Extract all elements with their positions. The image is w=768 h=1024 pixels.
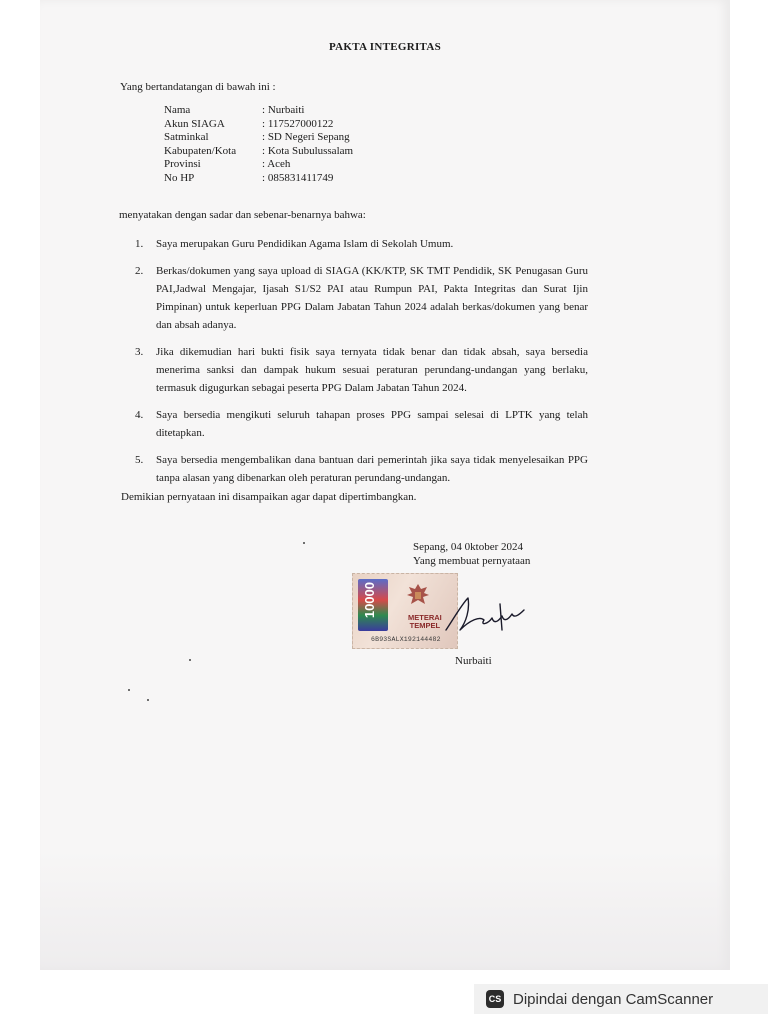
list-item-text: Saya bersedia mengembalikan dana bantuan dari pemerintah jika saya tidak menyelesaikan PPG tanpa alasan yang dibenarkan oleh peraturan perundang-undangan.	[156, 454, 588, 484]
handwritten-signature	[440, 590, 530, 638]
camscanner-logo-icon: CS	[486, 990, 504, 1008]
identity-block	[164, 104, 353, 186]
list-item	[135, 343, 588, 397]
identity-row	[164, 104, 353, 118]
scan-speck	[128, 689, 130, 691]
identity-value: : Kota Subulussalam	[262, 145, 353, 159]
identity-label: Satminkal	[164, 131, 209, 144]
closing-text: Demikian pernyataan ini disampaikan agar dapat dipertimbangkan.	[121, 491, 417, 503]
list-item	[135, 406, 588, 442]
list-item	[135, 262, 588, 334]
list-item-number: 5.	[135, 454, 144, 466]
scan-speck	[147, 699, 149, 701]
place-date: Sepang, 04 0ktober 2024	[413, 541, 523, 553]
statement-text: menyatakan dengan sadar dan sebenar-benarnya bahwa:	[119, 209, 366, 221]
stamp-brand-line: METERAI	[408, 613, 442, 622]
identity-row	[164, 172, 353, 186]
identity-value: : 117527000122	[262, 118, 333, 132]
identity-row	[164, 118, 353, 132]
identity-label: No HP	[164, 171, 195, 184]
stamp-value: 10000	[362, 582, 377, 619]
scan-speck	[189, 659, 191, 661]
identity-value: : Nurbaiti	[262, 104, 304, 118]
list-item-text: Saya merupakan Guru Pendidikan Agama Islam di Sekolah Umum.	[156, 238, 454, 250]
stamp-brand	[408, 614, 442, 630]
list-item-number: 1.	[135, 238, 144, 250]
identity-value: : Aceh	[262, 158, 290, 172]
identity-label: Nama	[164, 104, 191, 116]
identity-row	[164, 131, 353, 145]
list-item-number: 2.	[135, 265, 144, 277]
list-item-text: Jika dikemudian hari bukti fisik saya ternyata tidak benar dan tidak absah, saya bersedia menerima sanksi dan dampak hukum sesuai peraturan perundang-undangan yang berlaku, termasuk digugurkan sebagai peserta PPG Dalam Jabatan Tahun 2024.	[156, 346, 588, 394]
list-item	[135, 235, 588, 253]
stamp-brand-line: TEMPEL	[409, 621, 441, 630]
identity-value: : SD Negeri Sepang	[262, 131, 350, 145]
signer-name: Nurbaiti	[455, 655, 492, 667]
identity-row	[164, 145, 353, 159]
camscanner-text: Dipindai dengan CamScanner	[513, 990, 714, 1008]
list-item-text: Saya bersedia mengikuti seluruh tahapan proses PPG sampai selesai di LPTK yang telah ditetapkan.	[156, 409, 588, 439]
camscanner-badge	[474, 984, 768, 1014]
identity-label: Provinsi	[164, 158, 201, 171]
scanned-page	[40, 0, 730, 970]
garuda-emblem-icon	[403, 580, 433, 610]
declaration-list	[135, 235, 588, 496]
intro-text: Yang bertandatangan di bawah ini :	[120, 81, 276, 93]
list-item-number: 4.	[135, 409, 144, 421]
stamp-serial: 6B93SALX192144482	[371, 636, 441, 643]
list-item	[135, 451, 588, 487]
document-title: PAKTA INTEGRITAS	[328, 41, 442, 53]
maker-label: Yang membuat pernyataan	[413, 555, 531, 567]
identity-row	[164, 158, 353, 172]
scan-speck	[303, 542, 305, 544]
identity-label: Kabupaten/Kota	[164, 144, 237, 157]
list-item-text: Berkas/dokumen yang saya upload di SIAGA (KK/KTP, SK TMT Pendidik, SK Penugasan Guru PAI,Jadwal Mengajar, Ijasah S1/S2 PAI atau Rumpun PAI, Pakta Integritas dan Surat Ijin Pimpinan) untuk keperluan PPG Dalam Jabatan Tahun 2024 adalah berkas/dokumen yang benar dan absah adanya.	[156, 265, 588, 331]
identity-label: Akun SIAGA	[164, 117, 225, 130]
list-item-number: 3.	[135, 346, 144, 358]
identity-value: : 085831411749	[262, 172, 333, 186]
